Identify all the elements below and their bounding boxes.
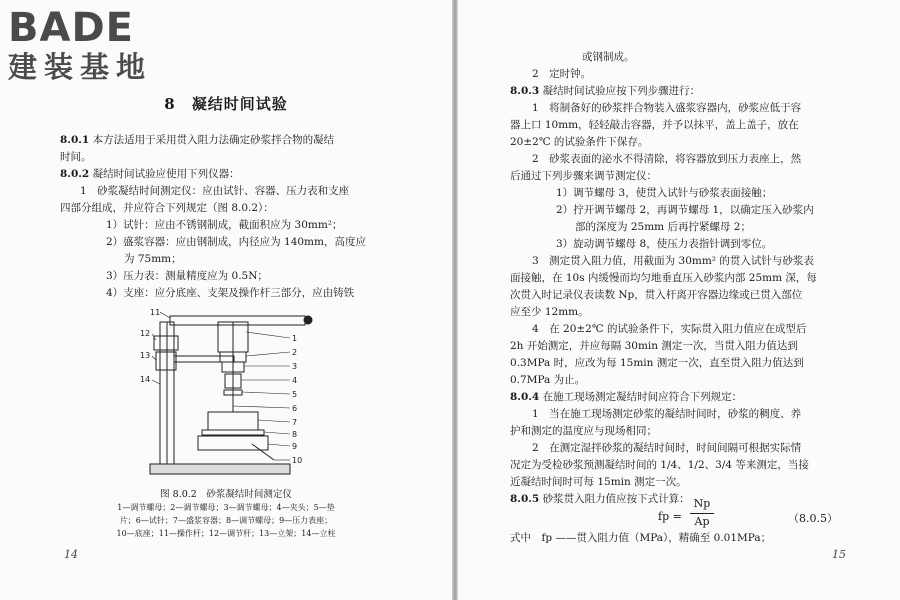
stand [156,352,176,370]
formula-numerator: Np [693,497,711,510]
item-1-line2: 四部分组成，并应符合下列规定（图 8.0.2）： [60,202,274,214]
brand-logo [8,6,152,84]
formula-lhs: fp = [658,510,682,523]
clause-number: 8.0.3 [510,85,540,97]
label-13: 13 [140,351,151,360]
clause-text-cont: 时间。 [60,151,92,163]
clause-number: 8.0.4 [510,391,540,403]
label-6: 6 [292,404,298,413]
field-2-line1: 2 在测定湿拌砂浆的凝结时间时，时间间隔可根据实际情 [532,442,802,454]
chapter-title: 8 凝结时间试验 [164,95,288,113]
right-page [458,0,900,600]
clause-text: 凝结时间试验应按下列步骤进行： [542,85,701,97]
label-8: 8 [292,430,298,439]
step-1-line3: 20±2℃ 的试验条件下保存。 [510,136,649,148]
step-2-sub-1: 1）调节螺母 3，使贯入试针与砂浆表面接触； [556,187,773,199]
step-3-line4: 应至少 12mm。 [510,306,589,318]
clause-number: 8.0.1 [60,134,90,146]
apparatus-figure [140,308,320,483]
figure-legend-3: 10—底座；11—操作杆；12—调节杆；13—立架；14—立柱 [116,529,336,538]
clause-number: 8.0.5 [510,493,540,505]
base [150,464,290,474]
label-4: 4 [292,376,298,385]
step-2-line1: 2 砂浆表面的泌水不得清除，将容器放到压力表座上，然 [532,153,802,165]
clause-text: 在施工现场测定凝结时间应符合下列规定： [542,391,743,403]
label-10: 10 [292,456,303,465]
item-1-line1: 1 砂浆凝结时间测定仪：应由试针、容器、压力表和支座 [80,185,350,197]
cont-text: 或钢制成。 [582,51,635,63]
step-1-line1: 1 将制备好的砂浆拌合物装入盛浆容器内，砂浆应低于容 [532,102,802,114]
formula-denominator: Ap [694,515,710,528]
mortar-container [208,412,258,430]
label-3: 3 [292,362,298,371]
step-3-line2: 面接触，在 10s 内缓慢而均匀地垂直压入砂浆内部 25mm 深，每 [510,272,817,284]
sub-item-4: 4）支座：应分底座、支架及操作杆三部分，应由铸铁 [106,287,355,299]
adjust-nut-8 [202,430,264,435]
operating-lever [170,316,305,325]
field-1-line1: 1 当在施工现场测定砂浆的凝结时间时，砂浆的稠度、养 [532,408,802,420]
page-number-right: 15 [832,548,846,561]
leader-lines [152,312,290,460]
field-1-line2: 护和测定的温度应与现场相同； [510,425,657,437]
clause-8-0-4 [510,389,742,407]
step-4-line2: 2h 开始测定，并应每隔 30min 测定一次，当贯入阻力值达到 [510,340,798,352]
clause-text: 砂浆贯入阻力值应按下式计算： [542,493,690,505]
step-2-sub-3: 3）旋动调节螺母 8，使压力表指针调到零位。 [556,238,773,250]
gauge-pointer [252,444,274,460]
lever-knob [304,316,312,324]
equation-number: （8.0.5） [788,512,838,525]
sub-item-3: 3）压力表：测量精度应为 0.5N； [106,270,268,282]
sub-item-2-line1: 2）盛浆容器：应由钢制成，内径应为 140mm，高度应 [106,236,366,248]
figure-caption: 图 8.0.2 砂浆凝结时间测定仪 [160,489,292,500]
step-2-line2: 后通过下列步骤来调节测定仪： [510,170,657,182]
step-4-line1: 4 在 20±2℃ 的试验条件下，实际贯入阻力值应在成型后 [532,323,807,335]
where-clause: 式中 fp ——贯入阻力值（MPa），精确至 0.01MPa； [510,532,772,544]
clause-text: 本方法适用于采用贯入阻力法确定砂浆拌合物的凝结 [92,134,335,146]
field-2-line2: 况定为受检砂浆预测凝结时间的 1/4、1/2、3/4 等来测定，当接 [510,459,809,471]
page-number-left: 14 [64,548,78,561]
label-7: 7 [292,418,298,427]
logo-brand: BADE [8,5,134,51]
figure-legend-1: 1—调节螺母；2—调节螺母；3—调节螺母；4—夹头；5—垫 [117,503,335,512]
clause-8-0-5 [510,491,690,509]
label-5: 5 [292,390,298,399]
step-1-line2: 器上口 10mm，轻轻敲击容器，并予以抹平，盖上盖子，放在 [510,119,799,131]
fraction-bar [690,513,714,514]
step-2-sub-2-line2: 部的深度为 25mm 后再拧紧螺母 2； [575,221,751,233]
label-12: 12 [140,329,151,338]
step-4-line4: 0.7MPa 为止。 [510,374,586,386]
label-1: 1 [292,334,298,343]
label-9: 9 [292,442,298,451]
sub-item-1: 1）试针：应由不锈钢制成，截面积应为 30mm²； [106,219,343,231]
figure-legend-2: 片；6—试针；7—盛浆容器；8—调节螺母；9—压力表座； [119,516,333,525]
label-11: 11 [150,308,161,317]
step-3-line3: 次贯入时记录仪表读数 Np，贯入杆离开容器边缘或已贯入部位 [510,289,803,301]
clause-8-0-1 [60,132,420,150]
clause-number: 8.0.2 [60,168,90,180]
arm [174,356,234,362]
clause-8-0-3 [510,83,700,101]
sub-item-2-line2: 为 75mm； [124,253,182,265]
label-2: 2 [292,348,298,357]
step-2-sub-2-line1: 2）拧开调节螺母 2，再调节螺母 1，以确定压入砂浆内 [556,204,814,216]
step-3-line1: 3 测定贯入阻力值，用截面为 30mm² 的贯入试针与砂浆表 [532,255,814,267]
label-14: 14 [140,375,151,384]
item-2: 2 定时钟。 [532,68,592,80]
clause-8-0-2 [60,166,240,184]
logo-subtitle: 建装基地 [8,50,153,84]
field-2-line3: 近凝结时间时可每 15min 测定一次。 [510,476,687,488]
step-4-line3: 0.3MPa 时，应改为每 15min 测定一次，直至贯入阻力值达到 [510,357,804,369]
clause-text: 凝结时间试验应使用下列仪器： [92,168,240,180]
